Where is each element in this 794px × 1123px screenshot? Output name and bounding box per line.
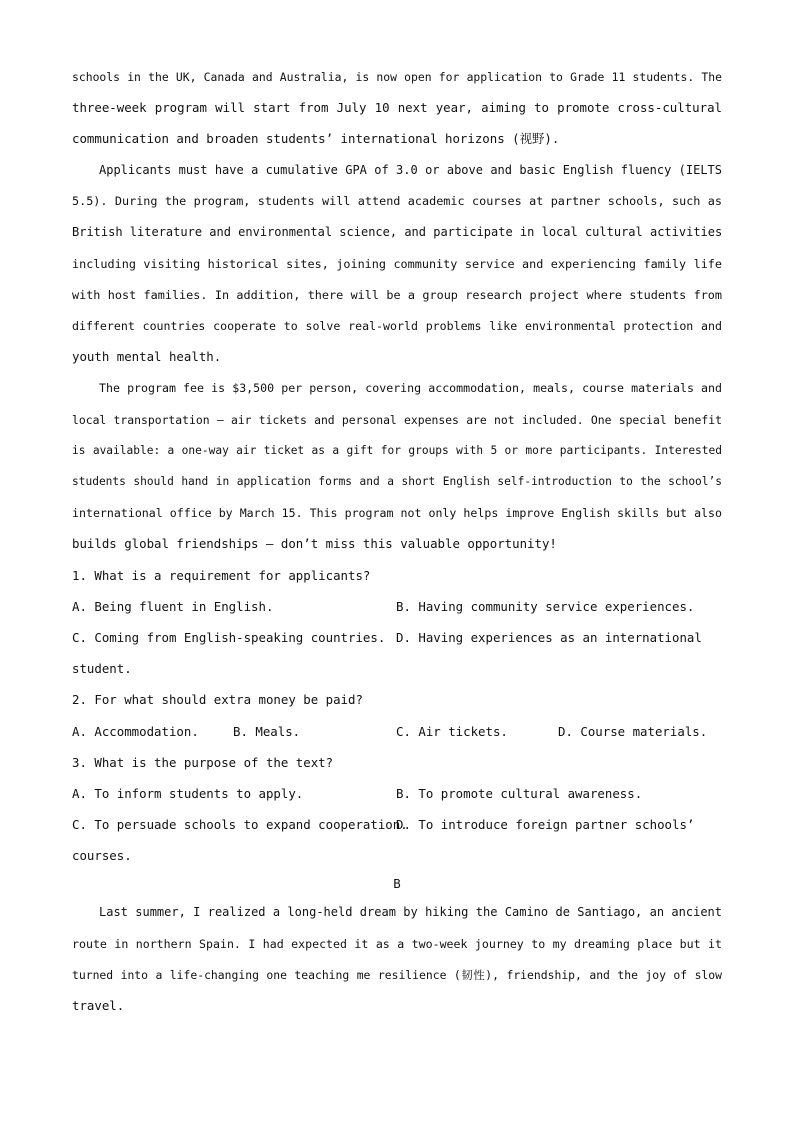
option-a: A. Being fluent in English.: [72, 599, 274, 614]
passage-line: Last summer, I realized a long-held dream by hiking the Camino de Santiago, an ancient: [99, 905, 722, 919]
section-heading: B: [393, 876, 401, 891]
option-a: A. To inform students to apply.: [72, 786, 304, 801]
passage-line: turned into a life-changing one teaching me resilience (韧性), friendship, and the joy of slow: [72, 968, 722, 982]
passage-line: international office by March 15. This program not only helps improve English skills but also: [72, 506, 722, 520]
option-d: D. Course materials.: [558, 724, 708, 739]
option-c: C. To persuade schools to expand cooperation.: [72, 817, 408, 832]
question-stem: 1. What is a requirement for applicants?: [72, 568, 371, 583]
passage-line: route in northern Spain. I had expected it as a two-week journey to my dreaming place but it: [72, 937, 722, 951]
option-c: C. Air tickets.: [396, 724, 508, 739]
option-b: B. To promote cultural awareness.: [396, 786, 643, 801]
passage-line: local transportation — air tickets and personal expenses are not included. One special benefit: [72, 413, 722, 427]
passage-line: is available: a one-way air ticket as a gift for groups with 5 or more participants. Interested: [72, 444, 722, 457]
passage-line: with host families. In addition, there will be a group research project where students from: [72, 288, 722, 302]
option-c: C. Coming from English-speaking countries.: [72, 630, 386, 645]
option-d-continued: student.: [72, 661, 132, 676]
passage-line: British literature and environmental science, and participate in local cultural activities: [72, 225, 723, 239]
question-stem: 3. What is the purpose of the text?: [72, 755, 334, 770]
passage-line: travel.: [72, 998, 125, 1013]
passage-line: Applicants must have a cumulative GPA of 3.0 or above and basic English fluency (IELTS: [99, 163, 722, 177]
option-d: D. Having experiences as an international: [396, 630, 702, 645]
option-b: B. Having community service experiences.: [396, 599, 695, 614]
passage-line: including visiting historical sites, joining community service and experiencing family life: [72, 257, 722, 271]
passage-line: 5.5). During the program, students will attend academic courses at partner schools, such as: [72, 194, 722, 208]
passage-line: youth mental health.: [72, 349, 222, 364]
passage-line: builds global friendships — don’t miss this valuable opportunity!: [72, 536, 557, 551]
passage-line: three-week program will start from July 10 next year, aiming to promote cross-cultural: [72, 100, 722, 115]
passage-line: communication and broaden students’ international horizons (视野).: [72, 131, 560, 146]
option-d: D. To introduce foreign partner schools’: [396, 817, 695, 832]
passage-line: students should hand in application forms and a short English self-introduction to the school’s: [72, 475, 722, 488]
passage-line: different countries cooperate to solve real-world problems like environmental protection and: [72, 319, 722, 333]
option-b: B. Meals.: [233, 724, 301, 739]
option-d-continued: courses.: [72, 848, 132, 863]
option-a: A. Accommodation.: [72, 724, 199, 739]
passage-line: schools in the UK, Canada and Australia, is now open for application to Grade 11 students. The: [72, 70, 722, 84]
question-stem: 2. For what should extra money be paid?: [72, 692, 363, 707]
passage-line: The program fee is $3,500 per person, covering accommodation, meals, course materials and: [99, 381, 722, 395]
